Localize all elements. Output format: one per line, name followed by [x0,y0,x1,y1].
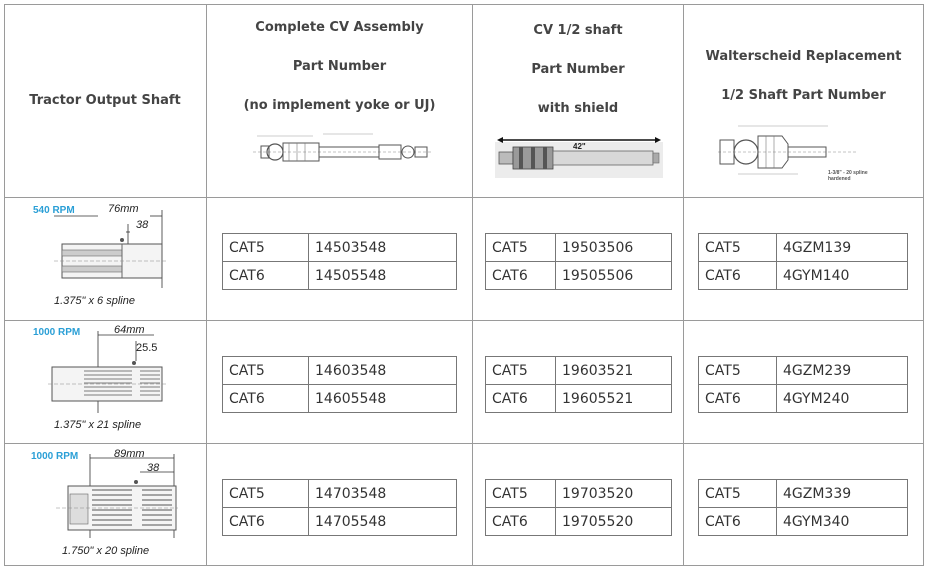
walterscheid-part-table [698,479,908,536]
row-540-shaft-cell [4,198,207,321]
part-number-cell: 19703520 [556,480,672,508]
table-row [699,480,908,508]
table-row [486,385,672,413]
row-1000-20-assembly-cell [207,444,473,566]
walterscheid-spline-note: 1-3/8" - 20 spline [828,170,868,176]
walterscheid-spline-sub: hardened [828,176,851,182]
table-row [223,385,457,413]
spline-1000-21-diagram [48,331,168,413]
row-540-half-shaft-cell [473,198,684,321]
cv-half-length-label: 42" [573,142,586,151]
cv-half-shaft-diagram [495,132,663,178]
assembly-part-table [222,479,457,536]
table-row [699,262,908,290]
table-row [486,234,672,262]
cat-cell: CAT5 [486,234,556,262]
header-col1-text: Tractor Output Shaft [29,93,181,108]
cat-cell: CAT6 [223,508,309,536]
header-tractor-output-shaft [4,4,207,198]
walterscheid-part-table [698,356,908,413]
header-col2-line1: Complete CV Assembly [255,20,424,35]
table-row [699,508,908,536]
table-row [699,357,908,385]
table-row [223,480,457,508]
cat-cell: CAT6 [223,262,309,290]
part-number-cell: 19603521 [556,357,672,385]
cat-cell: CAT5 [699,480,777,508]
rpm-label: 1000 RPM [33,327,81,338]
table-row [223,357,457,385]
row-1000-20-half-shaft-cell [473,444,684,566]
spline-caption: 1.375" x 6 spline [54,295,135,307]
assembly-part-table [222,356,457,413]
rpm-label: 540 RPM [33,205,75,216]
part-number-cell: 14703548 [309,480,457,508]
cv-assembly-diagram [253,132,433,172]
part-number-cell: 19505506 [556,262,672,290]
part-number-cell: 4GYM140 [777,262,908,290]
dim-partial: 38 [136,219,149,231]
cat-cell: CAT6 [223,385,309,413]
part-number-cell: 19605521 [556,385,672,413]
cat-cell: CAT5 [699,234,777,262]
cat-cell: CAT6 [486,508,556,536]
header-cv-half-shaft [473,4,684,198]
row-1000-21-assembly-cell [207,321,473,444]
header-walterscheid [684,4,924,198]
cat-cell: CAT6 [699,262,777,290]
header-col3-line3: with shield [537,101,619,116]
part-number-cell: 19503506 [556,234,672,262]
part-number-cell: 14705548 [309,508,457,536]
cat-cell: CAT5 [223,234,309,262]
spline-caption: 1.375" x 21 spline [54,419,142,431]
walterscheid-part-table [698,233,908,290]
header-col4-line1: Walterscheid Replacement [705,49,902,64]
dim-overall: 64mm [114,324,145,336]
cat-cell: CAT6 [699,508,777,536]
row-1000-20-walterscheid-cell [684,444,924,566]
cat-cell: CAT5 [223,357,309,385]
header-col3-line1: CV 1/2 shaft [533,23,623,38]
header-col2-line3: (no implement yoke or UJ) [243,98,436,113]
half-shaft-part-table [485,356,672,413]
cat-cell: CAT6 [486,385,556,413]
dim-overall: 89mm [114,448,145,460]
table-row [486,508,672,536]
dim-partial: 25.5 [136,342,158,354]
row-1000-20-shaft-cell [4,444,207,566]
cat-cell: CAT5 [699,357,777,385]
cat-cell: CAT5 [486,480,556,508]
table-row [486,262,672,290]
cat-cell: CAT5 [486,357,556,385]
part-number-cell: 4GZM139 [777,234,908,262]
half-shaft-part-table [485,233,672,290]
half-shaft-part-table [485,479,672,536]
cat-cell: CAT6 [699,385,777,413]
row-1000-21-walterscheid-cell [684,321,924,444]
table-row [223,508,457,536]
spline-540-diagram [52,208,168,288]
row-1000-21-half-shaft-cell [473,321,684,444]
cat-cell: CAT6 [486,262,556,290]
part-number-cell: 14603548 [309,357,457,385]
part-number-cell: 4GZM239 [777,357,908,385]
dim-overall: 76mm [108,203,139,215]
part-number-cell: 4GYM240 [777,385,908,413]
cat-cell: CAT5 [223,480,309,508]
part-number-cell: 14605548 [309,385,457,413]
part-number-cell: 4GZM339 [777,480,908,508]
row-1000-21-shaft-cell [4,321,207,444]
table-row [223,234,457,262]
header-col2-line2: Part Number [292,59,387,74]
spline-1000-20-diagram [56,454,178,538]
table-row [223,262,457,290]
table-row [699,234,908,262]
row-540-assembly-cell [207,198,473,321]
header-cv-assembly [207,4,473,198]
part-number-cell: 14503548 [309,234,457,262]
header-col3-line2: Part Number [531,62,625,77]
assembly-part-table [222,233,457,290]
table-row [486,357,672,385]
part-number-cell: 4GYM340 [777,508,908,536]
header-col4-line2: 1/2 Shaft Part Number [721,88,886,103]
dim-partial: 38 [147,462,160,474]
row-540-walterscheid-cell [684,198,924,321]
part-number-cell: 19705520 [556,508,672,536]
part-number-cell: 14505548 [309,262,457,290]
table-row [486,480,672,508]
parts-table [4,4,924,566]
spline-caption: 1.750" x 20 spline [62,545,150,557]
rpm-label: 1000 RPM [31,451,79,462]
table-row [699,385,908,413]
